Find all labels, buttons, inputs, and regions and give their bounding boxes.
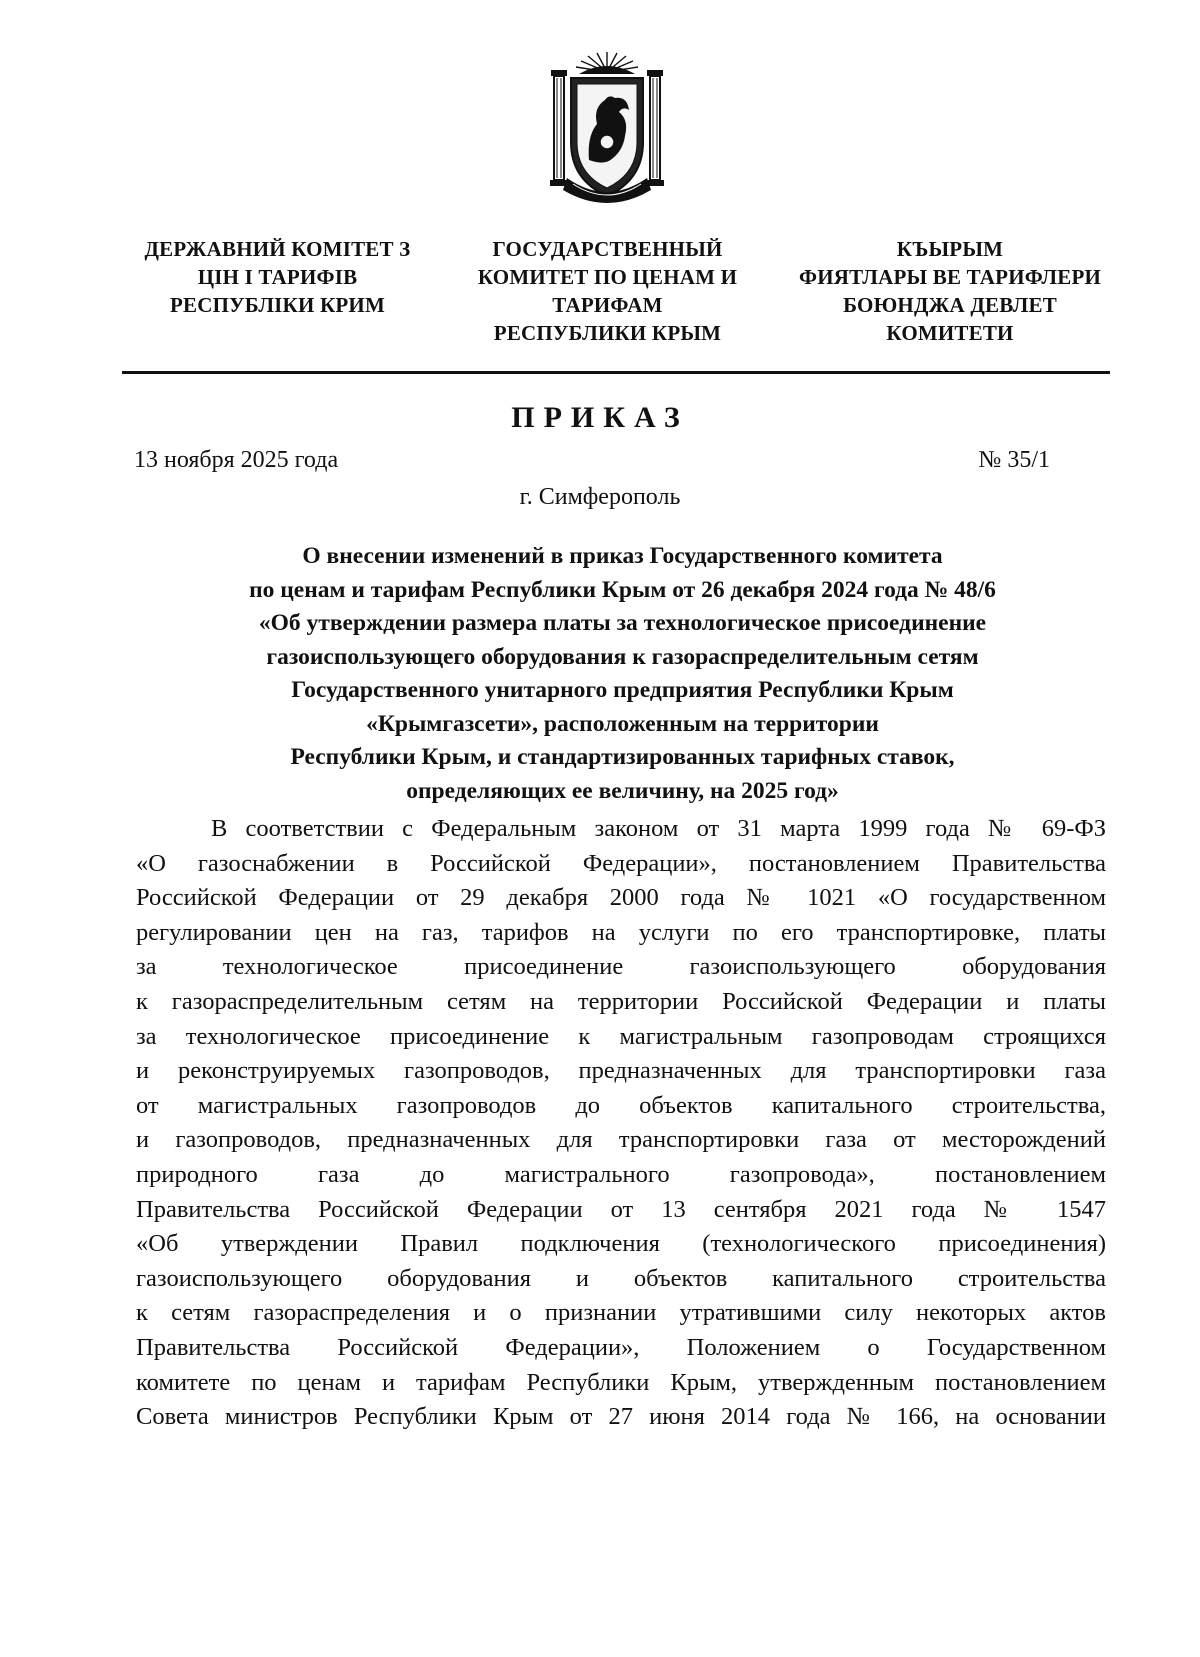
committee-name-ukrainian: ДЕРЖАВНИЙ КОМІТЕТ З ЦІН І ТАРИФІВ РЕСПУБЛІКИ КРИМ	[144, 237, 411, 317]
body-line: Совета министров Республики Крым от 27 июня 2014 года № 166, на основании	[136, 1403, 1106, 1431]
body-line: В соответствии с Федеральным законом от 31 марта 1999 года № 69-ФЗ	[211, 815, 1106, 842]
body-line: «О газоснабжении в Российской Федерации», постановлением Правительства	[136, 849, 1106, 877]
subject-line: «Крымгазсети», расположенным на территории	[366, 710, 879, 737]
body-line: Правительства Российской Федерации от 13 сентября 2021 года № 1547	[136, 1195, 1106, 1223]
committee-name-crimean-tatar: КЪЫРЫМ ФИЯТЛАРЫ ВЕ ТАРИФЛЕРИ БОЮНДЖА ДЕВЛЕТ КОМИТЕТИ	[798, 237, 1102, 345]
document-city: г. Симферополь	[519, 484, 681, 510]
body-line: и реконструируемых газопроводов, предназначенных для транспортировки газа	[136, 1057, 1106, 1085]
subject-line: О внесении изменений в приказ Государственного комитета	[302, 543, 943, 569]
body-line: регулировании цен на газ, тарифов на услуги по его транспортировке, платы	[136, 918, 1106, 946]
document-date: 13 ноября 2025 года	[134, 447, 339, 473]
subject-line: Государственного унитарного предприятия Республики Крым	[291, 677, 954, 703]
subject-line: газоиспользующего оборудования к газораспределительным сетям	[266, 643, 979, 670]
committee-name-russian: ГОСУДАРСТВЕННЫЙ КОМИТЕТ ПО ЦЕНАМ И ТАРИФАМ РЕСПУБЛИКИ КРЫМ	[477, 237, 738, 345]
body-line: от магистральных газопроводов до объектов капитального строительства,	[136, 1091, 1106, 1119]
document-subject	[135, 540, 1110, 808]
body-line: за технологическое присоединение к магистральным газопроводам строящихся	[136, 1022, 1106, 1050]
body-line: за технологическое присоединение газоиспользующего оборудования	[136, 953, 1106, 981]
body-line: Российской Федерации от 29 декабря 2000 года № 1021 «О государственном	[136, 884, 1106, 912]
letterhead	[110, 235, 1100, 355]
header-divider	[122, 371, 1110, 374]
body-line: природного газа до магистрального газопровода», постановлением	[136, 1160, 1106, 1188]
crimea-coat-of-arms-icon	[543, 50, 671, 210]
body-line: комитете по ценам и тарифам Республики Крым, утвержденным постановлением	[136, 1368, 1106, 1396]
document-number: № 35/1	[978, 447, 1050, 473]
subject-line: Республики Крым, и стандартизированных тарифных ставок,	[290, 744, 955, 770]
body-line: Правительства Российской Федерации», Положением о Государственном	[136, 1333, 1106, 1361]
body-line: к газораспределительным сетям на территории Российской Федерации и платы	[136, 987, 1106, 1015]
body-line: «Об утверждении Правил подключения (технологического присоединения)	[136, 1230, 1106, 1258]
document-title: ПРИКАЗ	[511, 401, 689, 434]
body-line: к сетям газораспределения и о признании утратившими силу некоторых актов	[136, 1299, 1106, 1327]
document-body	[136, 812, 1106, 1435]
subject-line: «Об утверждении размера платы за технологическое присоединение	[258, 610, 987, 636]
subject-line: по ценам и тарифам Республики Крым от 26 декабря 2024 года № 48/6	[249, 576, 996, 603]
subject-line: определяющих ее величину, на 2025 год»	[406, 777, 839, 804]
body-line: и газопроводов, предназначенных для транспортировки газа от месторождений	[136, 1126, 1106, 1154]
body-line: газоиспользующего оборудования и объектов капитального строительства	[136, 1264, 1106, 1292]
